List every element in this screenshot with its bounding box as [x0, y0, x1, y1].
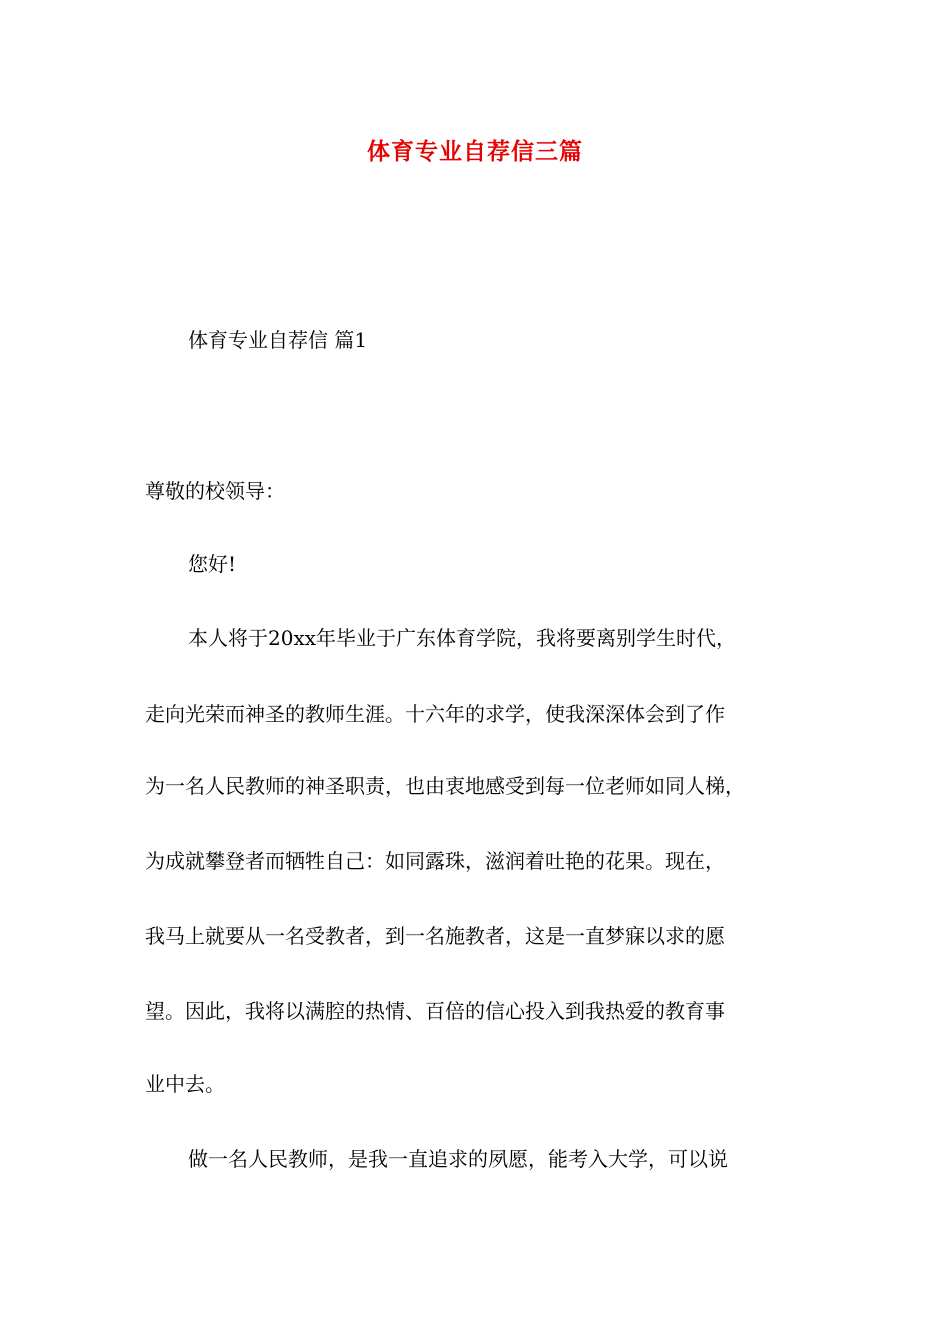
- salutation: 尊敬的校领导：: [145, 479, 285, 503]
- document-title: 体育专业自荐信三篇: [367, 139, 583, 165]
- greeting: 您好!: [188, 552, 237, 576]
- paragraph-line: 为成就攀登者而牺牲自己：如同露珠，滋润着吐艳的花果。现在，: [145, 849, 725, 873]
- section-heading: 体育专业自荐信 篇1: [188, 328, 368, 352]
- paragraph-line: 做一名人民教师，是我一直追求的夙愿，能考入大学，可以说: [188, 1147, 728, 1171]
- paragraph-line: 走向光荣而神圣的教师生涯。十六年的求学，使我深深体会到了作: [145, 702, 725, 726]
- paragraph-line: 本人将于20xx年毕业于广东体育学院，我将要离别学生时代，: [188, 626, 737, 650]
- paragraph-line: 我马上就要从一名受教者，到一名施教者，这是一直梦寐以求的愿: [145, 924, 725, 948]
- paragraph-line: 望。因此，我将以满腔的热情、百倍的信心投入到我热爱的教育事: [145, 999, 725, 1023]
- paragraph-line: 为一名人民教师的神圣职责，也由衷地感受到每一位老师如同人梯，: [145, 774, 745, 798]
- paragraph-line: 业中去。: [145, 1072, 225, 1096]
